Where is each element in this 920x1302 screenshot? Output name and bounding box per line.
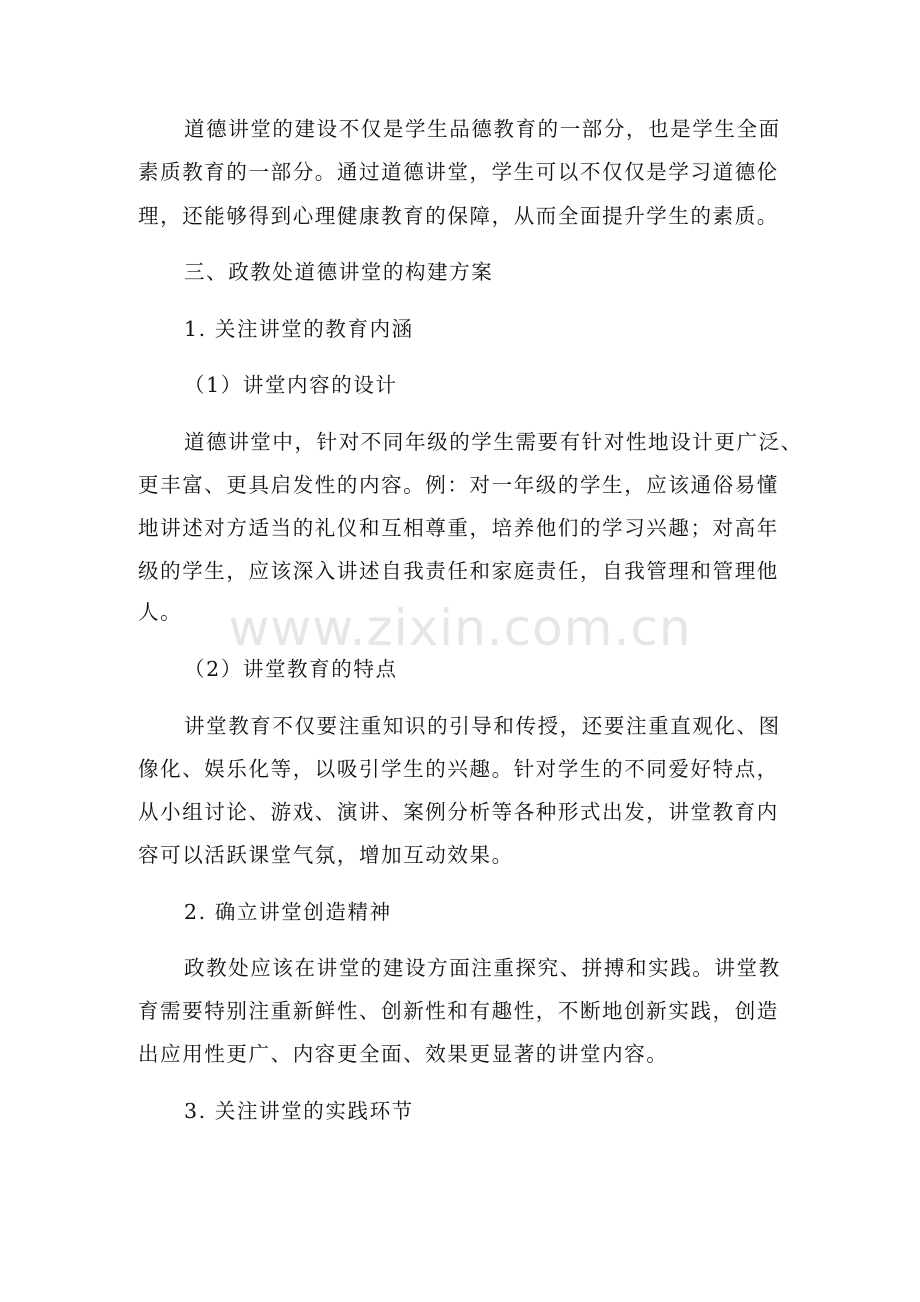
paragraph-line: 政教处应该在讲堂的建设方面注重探究、拼搏和实践。讲堂教	[184, 956, 781, 980]
paragraph-line: 道德讲堂的建设不仅是学生品德教育的一部分，也是学生全面	[184, 117, 781, 141]
watermark: www.zixin.com.cn	[228, 599, 692, 657]
sub-subsection-heading: （2）讲堂教育的特点	[184, 657, 398, 681]
paragraph-line: 地讲述对方适当的礼仪和互相尊重，培养他们的学习兴趣；对高年	[138, 516, 779, 540]
paragraph-line: 素质教育的一部分。通过道德讲堂，学生可以不仅仅是学习道德伦	[138, 160, 779, 184]
paragraph-line: 级的学生，应该深入讲述自我责任和家庭责任，自我管理和管理他	[138, 559, 779, 583]
paragraph-line: 育需要特别注重新鲜性、创新性和有趣性，不断地创新实践，创造	[138, 999, 779, 1023]
subsection-heading: 3. 关注讲堂的实践环节	[184, 1099, 414, 1123]
subsection-heading: 1. 关注讲堂的教育内涵	[184, 317, 414, 341]
paragraph-line: 容可以活跃课堂气氛，增加互动效果。	[138, 843, 514, 867]
paragraph-line: 从小组讨论、游戏、演讲、案例分析等各种形式出发，讲堂教育内	[138, 800, 779, 824]
sub-subsection-heading: （1）讲堂内容的设计	[184, 373, 398, 397]
subsection-heading: 2. 确立讲堂创造精神	[184, 900, 392, 924]
paragraph-line: 像化、娱乐化等，以吸引学生的兴趣。针对学生的不同爱好特点，	[138, 757, 779, 781]
paragraph-line: 出应用性更广、内容更全面、效果更显著的讲堂内容。	[138, 1042, 669, 1066]
paragraph-line: 人。	[138, 600, 183, 624]
paragraph-line: 理，还能够得到心理健康教育的保障，从而全面提升学生的素质。	[138, 204, 779, 228]
paragraph-line: 道德讲堂中，针对不同年级的学生需要有针对性地设计更广泛、	[184, 430, 803, 454]
section-heading: 三、政教处道德讲堂的构建方案	[184, 260, 494, 284]
paragraph-line: 更丰富、更具启发性的内容。例：对一年级的学生，应该通俗易懂	[138, 473, 779, 497]
paragraph-line: 讲堂教育不仅要注重知识的引导和传授，还要注重直观化、图	[184, 714, 781, 738]
